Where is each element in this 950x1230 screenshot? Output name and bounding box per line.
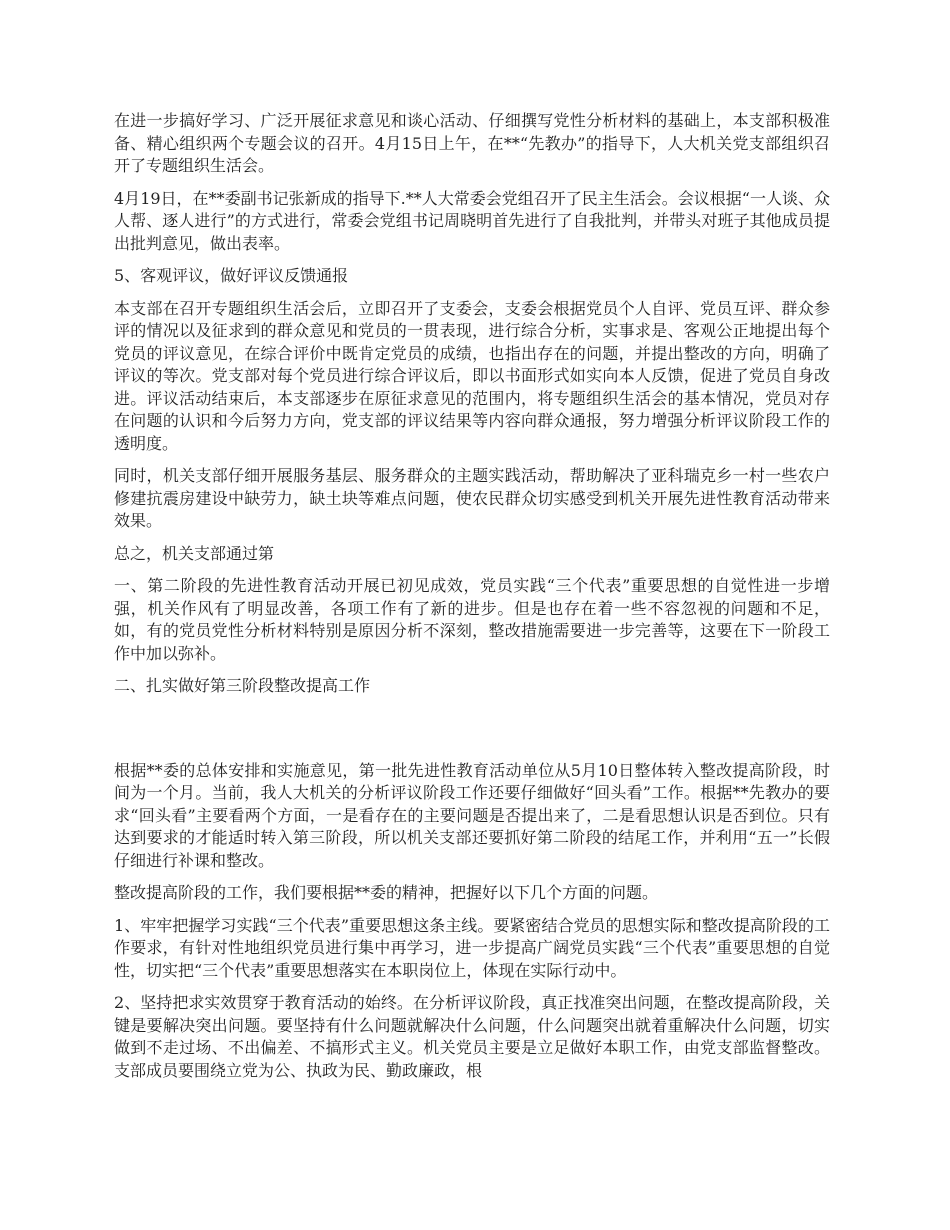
paragraph: 在进一步搞好学习、广泛开展征求意见和谈心活动、仔细撰写党性分析材料的基础上，本支部积极准备、精心组织两个专题会议的召开。4月15日上午，在**“先教办”的指导下，人大机关党支部组织召开了专题组织生活会。	[114, 111, 830, 175]
paragraph: 同时，机关支部仔细开展服务基层、服务群众的主题实践活动，帮助解决了亚科瑞克乡一村一些农户修建抗震房建设中缺劳力，缺土块等难点问题，使农民群众切实感受到机关开展先进性教育活动带来效果。	[114, 466, 830, 530]
section-spacer	[114, 708, 830, 760]
paragraph: 一、第二阶段的先进性教育活动开展已初见成效，党员实践“三个代表”重要思想的自觉性进一步增强，机关作风有了明显改善，各项工作有了新的进步。但是也存在着一些不容忽视的问题和不足，如，有的党员党性分析材料特别是原因分析不深刻，整改措施需要进一步完善等，这要在下一阶段工作中加以弥补。	[114, 576, 830, 663]
list-item: 1、牢牢把握学习实践“三个代表”重要思想这条主线。要紧密结合党员的思想实际和整改提高阶段的工作要求，有针对性地组织党员进行集中再学习，进一步提高广阔党员实践“三个代表”重要思想的自觉性，切实把“三个代表”重要思想落实在本职岗位上，体现在实际行动中。	[114, 915, 830, 980]
paragraph: 4月19日，在**委副书记张新成的指导下.**人大常委会党组召开了民主生活会。会议根据“一人谈、众人帮、逐人进行”的方式进行，常委会党组书记周晓明首先进行了自我批判，并带头对班子其他成员提出批判意见，做出表率。	[114, 188, 830, 253]
list-item: 2、坚持把求实效贯穿于教育活动的始终。在分析评议阶段，真正找准突出问题，在整改提高阶段，关键是要解决突出问题。要坚持有什么问题就解决什么问题，什么问题突出就着重解决什么问题，切实做到不走过场、不出偏差、不搞形式主义。机关党员主要是立足做好本职工作，由党支部监督整改。支部成员要围绕立党为公、执政为民、勤政廉政，根	[114, 993, 830, 1080]
paragraph: 总之，机关支部通过第	[114, 543, 275, 563]
section-heading: 二、扎实做好第三阶段整改提高工作	[114, 676, 371, 695]
document-body	[114, 110, 830, 1092]
paragraph: 整改提高阶段的工作，我们要根据**委的精神，把握好以下几个方面的问题。	[114, 883, 659, 902]
paragraph: 根据**委的总体安排和实施意见，第一批先进性教育活动单位从5月10日整体转入整改提高阶段，时间为一个月。当前，我人大机关的分析评议阶段工作还要仔细做好“回头看”工作。根据**先教办的要求“回头看”主要看两个方面，一是看存在的主要问题是否提出来了，二是看思想认识是否到位。只有达到要求的才能适时转入第三阶段，所以机关支部还要抓好第二阶段的结尾工作，并利用“五一”长假仔细进行补课和整改。	[114, 760, 830, 870]
section-heading: 5、客观评议，做好评议反馈通报	[114, 266, 349, 285]
paragraph: 本支部在召开专题组织生活会后，立即召开了支委会，支委会根据党员个人自评、党员互评、群众参评的情况以及征求到的群众意见和党员的一贯表现，进行综合分析，实事求是、客观公正地提出每个党员的评议意见，在综合评价中既肯定党员的成绩，也指出存在的问题，并提出整改的方向，明确了评议的等次。党支部对每个党员进行综合评议后，即以书面形式如实向本人反馈，促进了党员自身改进。评议活动结束后，本支部逐步在原征求意见的范围内，将专题组织生活会的基本情况，党员对存在问题的认识和今后努力方向，党支部的评议结果等内容向群众通报，努力增强分析评议阶段工作的透明度。	[114, 298, 830, 453]
